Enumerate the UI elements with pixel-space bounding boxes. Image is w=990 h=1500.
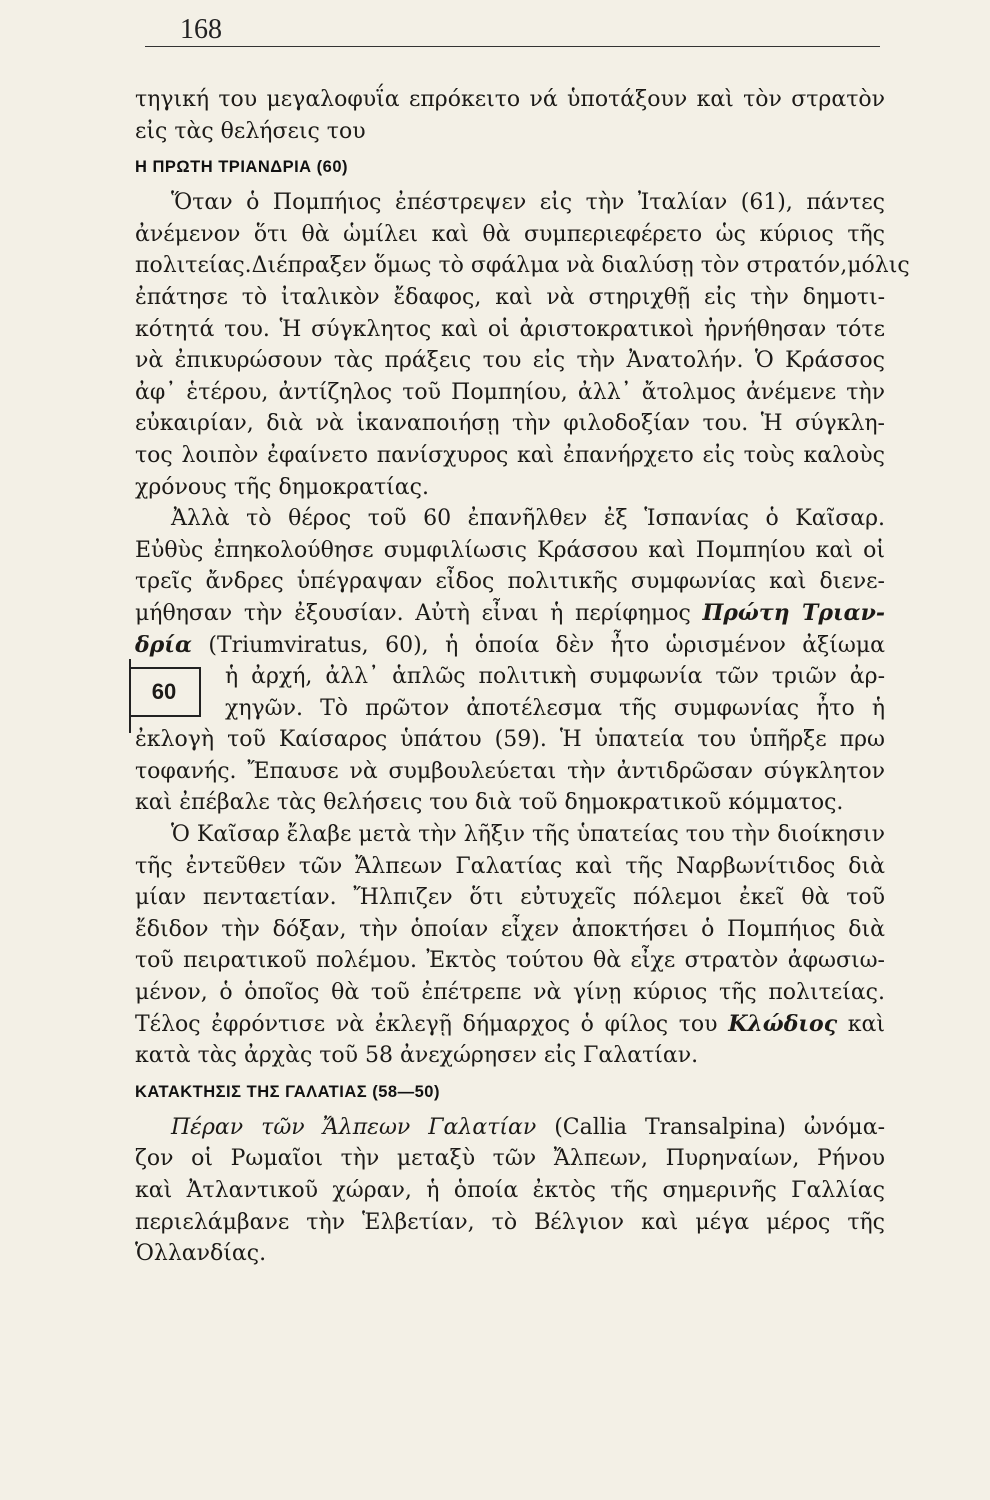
page-number: 168 — [180, 14, 222, 45]
text-run: Τέλος ἐφρόντισε νὰ ἐκλεγῇ δήμαρχος ὁ φίλος του — [135, 1011, 718, 1037]
header-rule — [145, 46, 880, 47]
text-line: ἐπάτησε τὸ ἰταλικὸν ἔδαφος, καὶ νὰ στηριχθῇ εἰς τὴν δημοτι- — [135, 284, 885, 310]
text-line: κατὰ τὰς ἀρχὰς τοῦ 58 ἀνεχώρησεν εἰς Γαλατίαν. — [135, 1043, 699, 1069]
text-run: μήθησαν τὴν ἐξουσίαν. Αὐτὴ εἶναι ἡ περίφημος — [135, 600, 691, 626]
paragraph-transalpine-gaul — [135, 1112, 885, 1270]
text-line: κότητά του. Ἡ σύγκλητος καὶ οἱ ἀριστοκρατικοὶ ἠρνήθησαν τότε — [135, 316, 885, 342]
text-line: εἰς τὰς θελήσεις του — [135, 118, 366, 144]
emphasized-term: δρία — [135, 631, 192, 658]
text-line: χρόνους τῆς δημοκρατίας. — [135, 474, 429, 500]
text-line: καὶ Ἀτλαντικοῦ χώραν, ἡ ὁποία ἐκτὸς τῆς σημερινῆς Γαλλίας — [135, 1178, 885, 1203]
section-heading-first-triumvirate: Η ΠΡΩΤΗ ΤΡΙΑΝΔΡΙΑ (60) — [135, 158, 349, 177]
text-line: καὶ ἐπέβαλε τὰς θελήσεις του διὰ τοῦ δημοκρατικοῦ κόμματος. — [135, 790, 844, 816]
text-line — [135, 1112, 885, 1144]
text-line: πολιτείας.Διέπραξεν ὅμως τὸ σφάλμα νὰ διαλύσῃ τὸν στρατόν,μόλις — [135, 253, 910, 279]
margin-year-box: 60 — [129, 667, 201, 717]
text-run: (Callia Transalpina) ὠνόμα- — [554, 1114, 886, 1140]
text-line: Ἀλλὰ τὸ θέρος τοῦ 60 ἐπανῆλθεν ἐξ Ἱσπανίας ὁ Καῖσαρ. — [171, 506, 885, 532]
text-line — [135, 1009, 885, 1041]
paragraph-caesar-gaul — [135, 819, 885, 1072]
text-line: εὐκαιρίαν, διὰ νὰ ἱκαναποιήσῃ τὴν φιλοδοξίαν του. Ἡ σύγκλη- — [135, 411, 885, 437]
section-heading-conquest-of-gaul: ΚΑΤΑΚΤΗΣΙΣ ΤΗΣ ΓΑΛΑΤΙΑΣ (58—50) — [135, 1082, 440, 1101]
page-content — [135, 84, 910, 1270]
text-line: περιελάμβανε τὴν Ἑλβετίαν, τὸ Βέλγιον καὶ μέγα μέρος τῆς — [135, 1209, 885, 1235]
text-line: τος λοιπὸν ἐφαίνετο πανίσχυρος καὶ ἐπανήρχετο εἰς τοὺς καλοὺς — [135, 442, 885, 468]
text-line: ἐκλογὴ τοῦ Καίσαρος ὑπάτου (59). Ἡ ὑπατεία του ὑπῆρξε πρω — [135, 727, 885, 753]
text-line: ἡ ἀρχή, ἀλλ᾽ ἁπλῶς πολιτικὴ συμφωνία τῶν τριῶν ἀρ- — [225, 664, 885, 690]
text-line: Ὅταν ὁ Πομπήιος ἐπέστρεψεν εἰς τὴν Ἰταλίαν (61), πάντες — [171, 190, 885, 216]
paragraph-triumvirate — [135, 503, 885, 819]
text-line: ζον οἱ Ρωμαῖοι τὴν μεταξὺ τῶν Ἄλπεων, Πυρηναίων, Ρήνου — [135, 1146, 885, 1172]
emphasized-term: Πρώτη Τριαν- — [702, 599, 885, 626]
emphasized-name: Κλώδιος — [728, 1010, 838, 1037]
text-line: τοῦ πειρατικοῦ πολέμου. Ἐκτὸς τούτου θὰ εἶχε στρατὸν ἀφωσιω- — [135, 948, 885, 974]
italic-term: Πέραν τῶν Ἄλπεων Γαλατίαν — [171, 1114, 537, 1140]
text-line: μένον, ὁ ὁποῖος θὰ τοῦ ἐπέτρεπε νὰ γίνῃ κύριος τῆς πολιτείας. — [135, 980, 885, 1006]
text-line: χηγῶν. Τὸ πρῶτον ἀποτέλεσμα τῆς συμφωνίας ἦτο ἡ — [225, 695, 885, 721]
intro-paragraph — [135, 84, 885, 147]
text-line: Ὁλλανδίας. — [135, 1241, 267, 1267]
text-line: μίαν πενταετίαν. Ἤλπιζεν ὅτι εὐτυχεῖς πόλεμοι ἐκεῖ θὰ τοῦ — [135, 885, 885, 911]
margin-note-row — [135, 661, 885, 724]
text-line: τρεῖς ἄνδρες ὑπέγραψαν εἶδος πολιτικῆς συμφωνίας καὶ διενε- — [135, 569, 885, 595]
text-run: (Triumviratus, 60), ἡ ὁποία δὲν ἦτο ὡρισμένον ἀξίωμα — [208, 632, 885, 658]
text-line — [135, 598, 885, 630]
text-line: τοφανής. Ἔπαυσε νὰ συμβουλεύεται τὴν ἀντιδρῶσαν σύγκλητον — [135, 758, 885, 784]
text-line: ἀφ᾽ ἑτέρου, ἀντίζηλος τοῦ Πομπηίου, ἀλλ᾽ ἄτολμος ἀνέμενε τὴν — [135, 379, 885, 405]
text-line: ἔδιδον τὴν δόξαν, τὴν ὁποίαν εἶχεν ἀποκτήσει ὁ Πομπήιος διὰ — [135, 916, 885, 942]
text-line: τηγική του μεγαλοφυΐα επρόκειτο νά ὑποτάξουν καὶ τὸν στρατὸν — [135, 87, 885, 112]
text-line: Εὐθὺς ἐπηκολούθησε συμφιλίωσις Κράσσου καὶ Πομπηίου καὶ οἱ — [135, 537, 885, 563]
text-run: καὶ — [847, 1011, 885, 1037]
text-line: ἀνέμενον ὅτι θὰ ὡμίλει καὶ θὰ συμπεριεφέρετο ὡς κύριος τῆς — [135, 221, 885, 247]
text-line: νὰ ἐπικυρώσουν τὰς πράξεις του εἰς τὴν Ἀνατολήν. Ὁ Κράσσος — [135, 348, 885, 374]
text-line: τῆς ἐντεῦθεν τῶν Ἄλπεων Γαλατίας καὶ τῆς Ναρβωνίτιδος διὰ — [135, 853, 885, 879]
text-line: Ὁ Καῖσαρ ἔλαβε μετὰ τὴν λῆξιν τῆς ὑπατείας του τὴν διοίκησιν — [171, 822, 885, 848]
paragraph-pompey — [135, 187, 910, 503]
text-line — [135, 630, 885, 662]
